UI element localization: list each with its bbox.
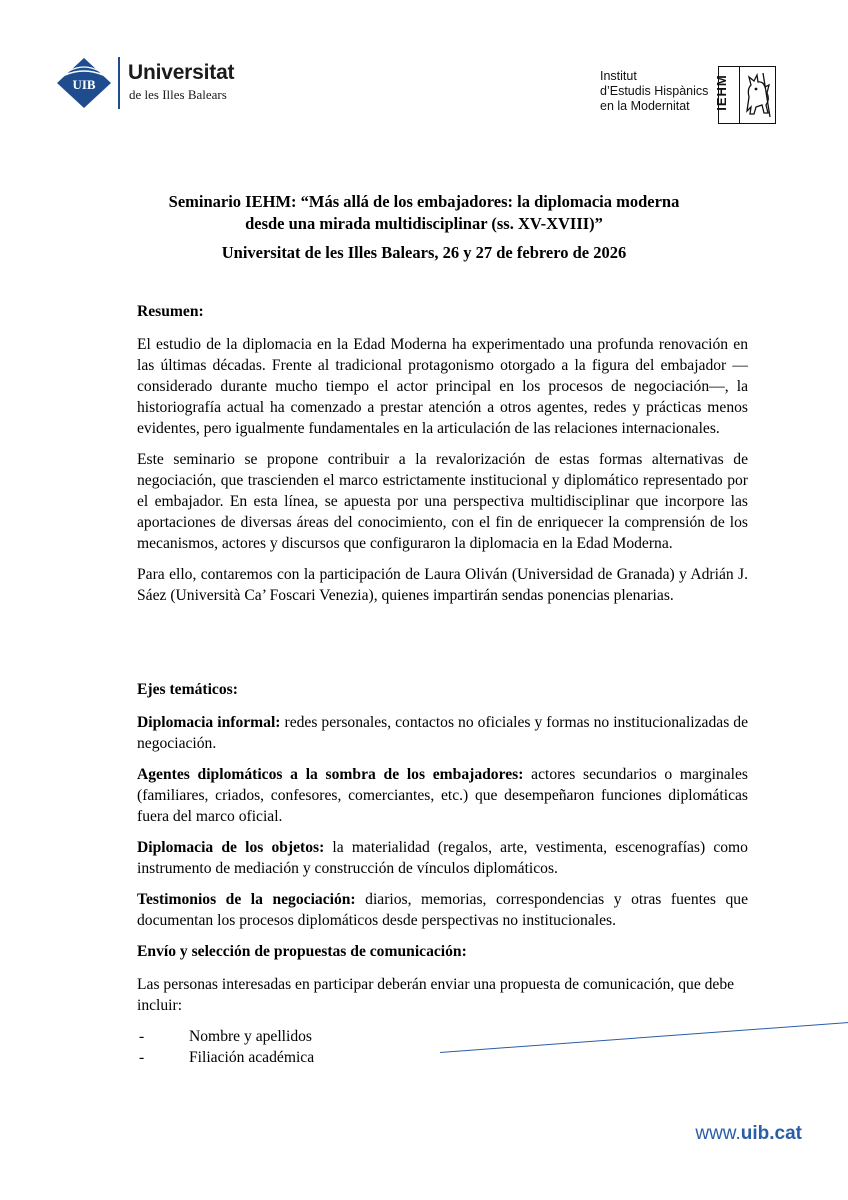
resumen-section (137, 301, 748, 616)
envio-heading: Envío y selección de propuestas de comunicación: (137, 943, 467, 960)
requirements-list (137, 1026, 748, 1068)
seminar-title (100, 191, 748, 235)
uib-name: Universitat (128, 61, 235, 84)
goat-emblem-icon (739, 66, 776, 124)
eje-item (137, 764, 748, 827)
seminar-subtitle: Universitat de les Illes Balears, 26 y 27 de febrero de 2026 (221, 243, 627, 262)
eje-item (137, 889, 748, 931)
eje-desc: actores secundarios o marginales (familiares, criados, confesores, comerciantes, etc.) que desempeñaron funciones diplomáticas fuera del marco oficial. (137, 766, 749, 825)
iehm-acronym-box (713, 66, 740, 124)
eje-term: Diplomacia de los objetos: (137, 839, 325, 856)
uib-separator (118, 57, 120, 109)
iehm-logo (600, 66, 775, 126)
iehm-line-2: d’Estudis Hispànics (600, 84, 709, 98)
iehm-line-1: Institut (600, 69, 637, 83)
list-item: - Nombre y apellidos (139, 1028, 312, 1045)
svg-text:UIB: UIB (72, 77, 96, 92)
iehm-acronym: IEHM (713, 74, 729, 111)
envio-paragraph: Las personas interesadas en participar deberán enviar una propuesta de comunicación, que debe incluir: (137, 976, 735, 1014)
ejes-section (137, 679, 748, 941)
resumen-paragraph-2: Este seminario se propone contribuir a la revalorización de estas formas alternativas de negociación, que trascienden el marco estrictamente institucional y diplomático representado por el embajador. En esta línea, se apuesta por una perspectiva multidisciplinar que incorpore las aportaciones de diversas áreas del conocimiento, con el fin de enriquecer la comprensión de los mecanismos, actores y discursos que configuraron la diplomacia en la Edad Moderna. (137, 451, 748, 552)
eje-desc: la materialidad (regalos, arte, vestimenta, escenografías) como instrumento de mediación y construcción de vínculos diplomáticos. (137, 839, 748, 877)
resumen-paragraph-1: El estudio de la diplomacia en la Edad Moderna ha experimentado una profunda renovación en las últimas décadas. Frente al tradicional protagonismo otorgado a la figura del embajador —considerado durante mucho tiempo el actor principal en los procesos de negociación—, la historiografía actual ha comenzado a prestar atención a otros agentes, redes y prácticas menos evidentes, pero igualmente fundamentales en la articulación de las relaciones internacionales. (137, 336, 748, 437)
iehm-line-3: en la Modernitat (600, 99, 690, 113)
eje-term: Testimonios de la negociación: (137, 891, 356, 908)
envio-section (137, 941, 748, 1068)
uib-emblem-icon (55, 57, 113, 109)
title-line-2: desde una mirada multidisciplinar (ss. XV-XVIII)” (245, 214, 603, 233)
uib-subname: de les Illes Balears (129, 87, 227, 102)
eje-desc: redes personales, contactos no oficiales y formas no institucionalizadas de negociación. (137, 714, 749, 752)
eje-term: Diplomacia informal: (137, 714, 281, 731)
eje-term: Agentes diplomáticos a la sombra de los embajadores: (137, 766, 524, 783)
title-line-1: Seminario IEHM: “Más allá de los embajadores: la diplomacia moderna (168, 192, 680, 211)
ejes-heading: Ejes temáticos: (137, 681, 238, 698)
list-item: - Filiación académica (139, 1049, 315, 1066)
eje-item (137, 712, 748, 754)
iehm-institute-name (600, 69, 708, 114)
eje-item (137, 837, 748, 879)
uib-logo (55, 57, 285, 109)
footer-url-link[interactable]: www.uib.cat (695, 1123, 802, 1144)
eje-desc: diarios, memorias, correspondencias y otras fuentes que documentan los procesos diplomáticos desde perspectivas no institucionales. (137, 891, 748, 929)
resumen-paragraph-3: Para ello, contaremos con la participación de Laura Oliván (Universidad de Granada) y Adrián J. Sáez (Università Ca’ Foscari Venezia), quienes impartirán sendas ponencias plenarias. (137, 566, 748, 604)
resumen-heading: Resumen: (137, 303, 204, 320)
